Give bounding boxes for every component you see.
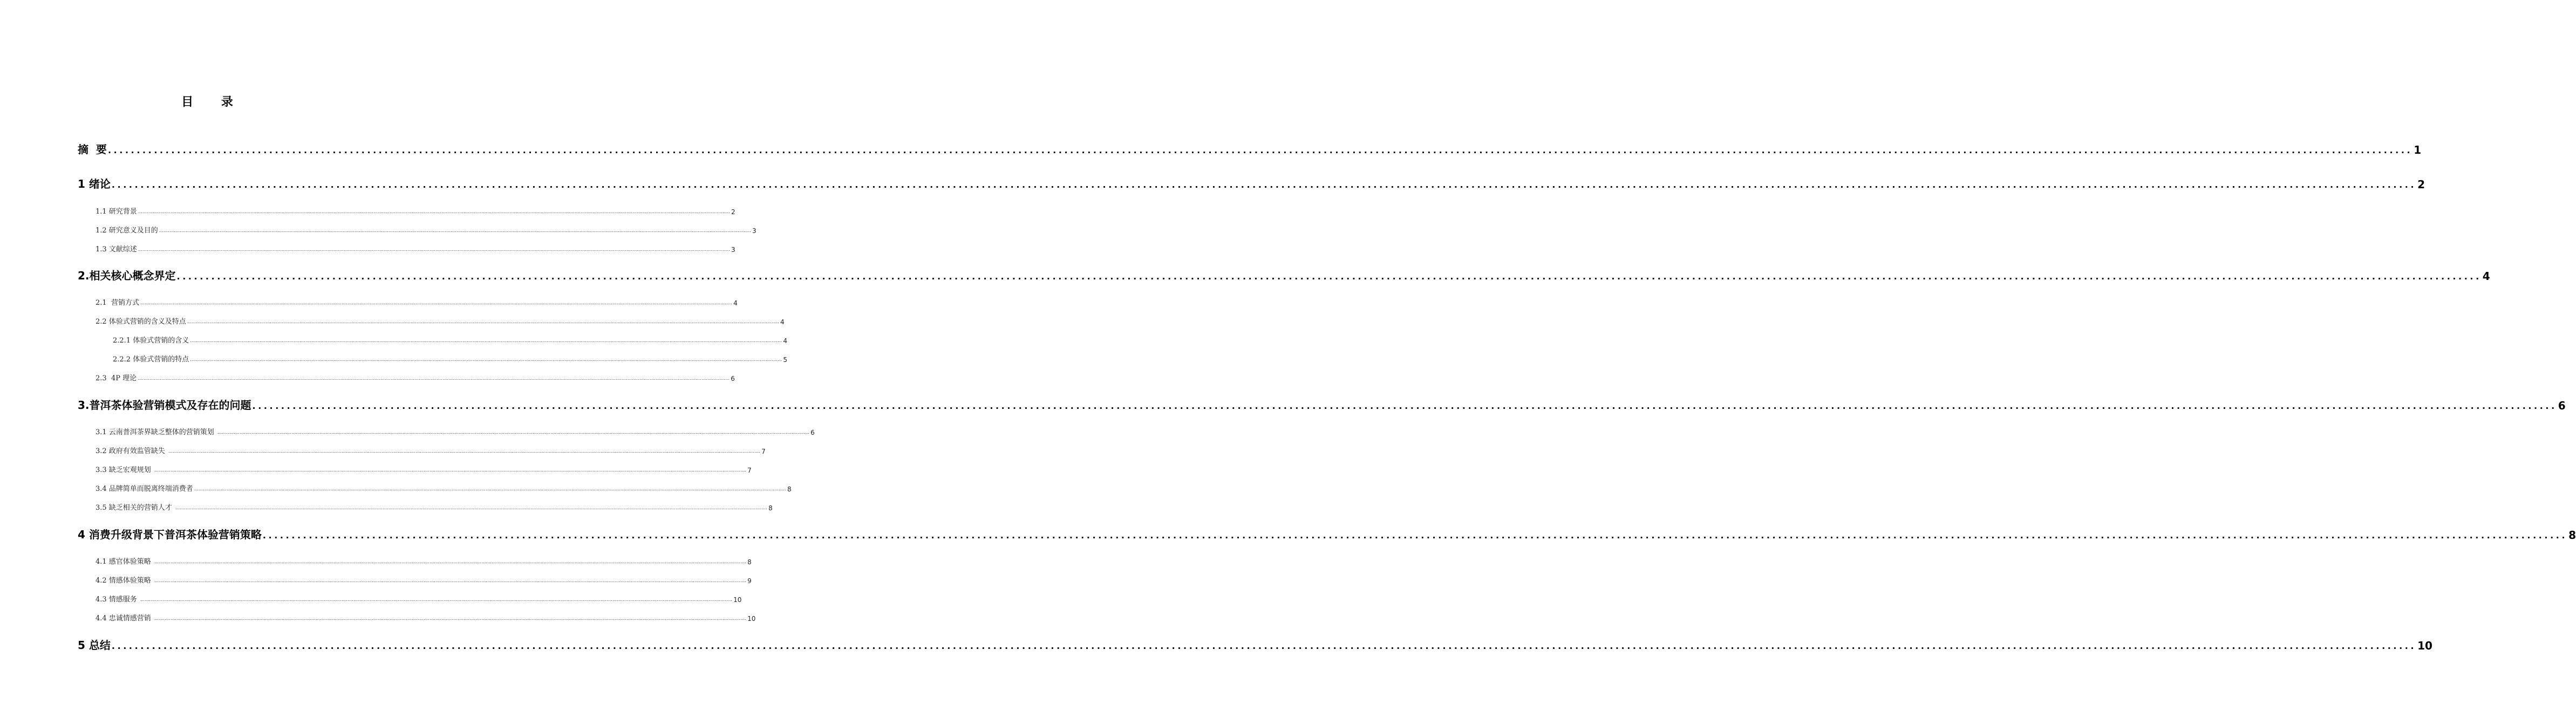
toc-entry-label: 2.2.2 体验式营销的特点 <box>113 355 189 364</box>
dot-leader: ................................................................................................................................................................................................................................................................................................................................................................................................................ <box>154 616 747 621</box>
dot-leader: ................................................................................................................................................................................................................................................................................................................................................................................................................ <box>190 338 782 343</box>
dot-leader: ................................................................................................................................................................................................................................................................................................................................................................................................................ <box>154 578 747 583</box>
dot-leader: ................................................................................................................................................................................................................................................................................................................................................................................................................ <box>187 319 779 324</box>
toc-entry-label: 3.3 缺乏宏观规划 <box>96 466 153 474</box>
toc-entry-label: 1.1 研究背景 <box>96 208 137 216</box>
toc-entry-page: 4 <box>733 299 738 307</box>
toc-entry-label: 4.3 情感服务 <box>96 596 139 604</box>
toc-entry-page: 4 <box>783 337 788 345</box>
dot-leader: ................................................................................................................................................................................................................................................................................................................................................................................................................ <box>159 228 751 233</box>
toc-entry-label: 4.1 感官体验策略 <box>96 558 153 566</box>
toc-entry-2-1[interactable] <box>96 296 738 307</box>
toc-entry-page: 7 <box>761 448 766 455</box>
toc-entry-label: 3.4 品牌简单而脱离终端消费者 <box>96 485 193 493</box>
toc-entry-label: 2.1 营销方式 <box>96 299 139 307</box>
dot-leader: ................................................................................................................................................................................................................................................................................................................................................................................................................ <box>175 505 768 510</box>
toc-entry-2-3[interactable] <box>96 372 735 382</box>
toc-entry-label: 3.2 政府有效监管缺失 <box>96 447 167 455</box>
toc-entry-page: 6 <box>2558 399 2566 412</box>
toc-entry-page: 10 <box>2417 639 2432 652</box>
toc-entry-2-2-1[interactable] <box>113 334 788 345</box>
toc-entry-page: 8 <box>768 504 773 512</box>
toc-entry-3-1[interactable] <box>96 426 815 436</box>
dot-leader: ................................................................................................................................................................................................................................................................................................................................................................................................................ <box>138 376 730 381</box>
toc-entry-chapter-3[interactable] <box>78 395 2566 412</box>
toc-entry-label: 3.5 缺乏相关的营销人才 <box>96 504 174 512</box>
toc-entry-page: 8 <box>2568 529 2576 542</box>
toc-entry-2-2[interactable] <box>96 315 785 326</box>
dot-leader: ................................................................................................................................................................................................................................................................................................................................................................................................................ <box>140 597 733 602</box>
toc-entry-label: 5 总结 <box>78 639 111 652</box>
toc-entry-3-2[interactable] <box>96 444 766 455</box>
toc-entry-1-3[interactable] <box>96 243 735 254</box>
toc-entry-page: 6 <box>731 375 735 382</box>
dot-leader: ................................................................................................................................................................................................................................................................................................................................................................................................................ <box>154 468 747 473</box>
dot-leader: ................................................................................................................................................................................................................................................................................................................................................................................................................ <box>111 641 2417 651</box>
toc-entry-3-5[interactable] <box>96 501 773 512</box>
toc-entry-4-2[interactable] <box>96 574 752 585</box>
dot-leader: ................................................................................................................................................................................................................................................................................................................................................................................................................ <box>138 247 730 252</box>
dot-leader: ................................................................................................................................................................................................................................................................................................................................................................................................................ <box>217 430 810 435</box>
toc-entry-3-3[interactable] <box>96 463 752 474</box>
toc-entry-label: 2.相关核心概念界定 <box>78 269 176 282</box>
toc-entry-4-4[interactable] <box>96 612 756 623</box>
toc-entry-page: 4 <box>2482 270 2490 283</box>
toc-entry-page: 6 <box>810 429 815 436</box>
toc-entry-page: 2 <box>2417 178 2425 191</box>
toc-entry-4-3[interactable] <box>96 593 742 604</box>
dot-leader: ................................................................................................................................................................................................................................................................................................................................................................................................................ <box>111 180 2417 190</box>
toc-entry-label: 4.4 忠诚情感营销 <box>96 614 153 623</box>
toc-entry-page: 5 <box>783 356 788 364</box>
dot-leader: ................................................................................................................................................................................................................................................................................................................................................................................................................ <box>168 449 761 454</box>
toc-title: 目 录 <box>181 95 245 109</box>
toc-entry-label: 1 绪论 <box>78 177 111 190</box>
dot-leader: ................................................................................................................................................................................................................................................................................................................................................................................................................ <box>138 209 730 214</box>
toc-entry-label: 2.2 体验式营销的含义及特点 <box>96 318 186 326</box>
toc-entry-page: 8 <box>787 485 792 493</box>
dot-leader: ................................................................................................................................................................................................................................................................................................................................................................................................................ <box>107 145 2413 155</box>
toc-entry-abstract[interactable] <box>78 139 2422 156</box>
toc-entry-3-4[interactable] <box>96 482 792 493</box>
toc-entry-page: 8 <box>747 558 752 566</box>
toc-entry-label: 4 消费升级背景下普洱茶体验营销策略 <box>78 528 262 541</box>
dot-leader: ................................................................................................................................................................................................................................................................................................................................................................................................................ <box>176 271 2482 282</box>
toc-entry-page: 1 <box>2414 143 2422 156</box>
toc-entry-label: 3.普洱茶体验营销模式及存在的问题 <box>78 399 251 412</box>
toc-entry-page: 3 <box>752 227 757 235</box>
toc-entry-4-1[interactable] <box>96 555 752 566</box>
dot-leader: ................................................................................................................................................................................................................................................................................................................................................................................................................ <box>140 300 733 305</box>
toc-entry-page: 10 <box>747 615 756 623</box>
toc-entry-page: 2 <box>731 208 735 216</box>
toc-entry-chapter-1[interactable] <box>78 174 2425 191</box>
toc-entry-label: 1.3 文献综述 <box>96 245 137 254</box>
toc-entry-1-1[interactable] <box>96 205 735 216</box>
toc-entry-page: 10 <box>733 596 742 604</box>
toc-entry-chapter-2[interactable] <box>78 265 2490 283</box>
toc-entry-chapter-5[interactable] <box>78 635 2432 652</box>
dot-leader: ................................................................................................................................................................................................................................................................................................................................................................................................................ <box>262 530 2568 541</box>
toc-entry-label: 4.2 情感体验策略 <box>96 577 153 585</box>
toc-entry-page: 3 <box>731 246 735 254</box>
toc-entry-label: 2.2.1 体验式营销的含义 <box>113 337 189 345</box>
toc-entry-label: 3.1 云南普洱茶界缺乏整体的营销策划 <box>96 428 216 436</box>
toc-entry-page: 7 <box>747 467 752 474</box>
dot-leader: ................................................................................................................................................................................................................................................................................................................................................................................................................ <box>190 357 782 362</box>
toc-entry-page: 4 <box>780 318 785 326</box>
toc-entry-2-2-2[interactable] <box>113 353 788 364</box>
dot-leader: ................................................................................................................................................................................................................................................................................................................................................................................................................ <box>154 559 747 564</box>
toc-entry-chapter-4[interactable] <box>78 524 2576 542</box>
toc-entry-label: 摘 要 <box>78 143 107 156</box>
toc-entry-1-2[interactable] <box>96 224 757 235</box>
toc-entry-label: 2.3 4P 理论 <box>96 374 137 382</box>
dot-leader: ................................................................................................................................................................................................................................................................................................................................................................................................................ <box>194 487 786 491</box>
toc-entry-page: 9 <box>747 577 752 585</box>
toc-entry-label: 1.2 研究意义及目的 <box>96 227 158 235</box>
dot-leader: ................................................................................................................................................................................................................................................................................................................................................................................................................ <box>252 401 2557 411</box>
